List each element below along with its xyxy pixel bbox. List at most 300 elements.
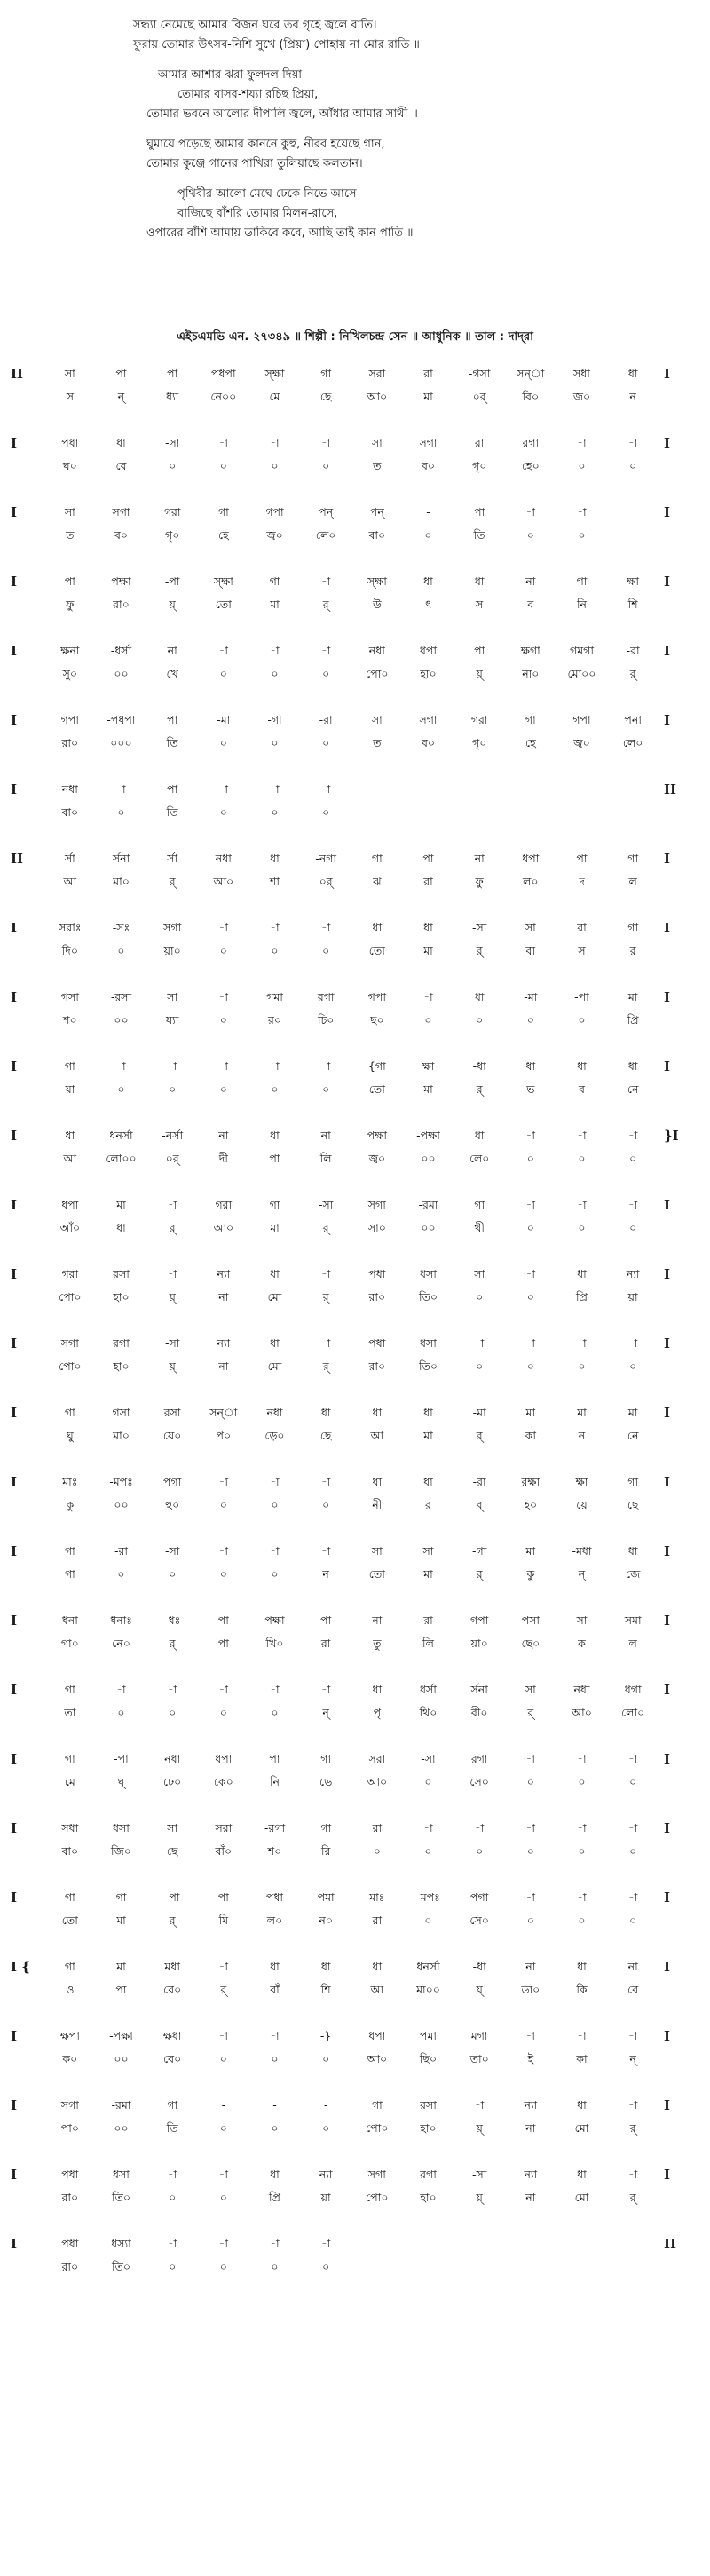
lyric-syllable: নি xyxy=(269,1775,280,1788)
lyric-syllable: ছি০ xyxy=(419,2052,438,2065)
lyric-syllable: স xyxy=(66,390,74,403)
lyric-syllable: ০ xyxy=(578,1844,586,1858)
swara-line xyxy=(44,364,659,384)
lyric-line xyxy=(44,872,659,892)
lyric-syllable: তো xyxy=(215,598,232,611)
lyric-syllable: মো xyxy=(267,1290,282,1304)
swara-note: ধপা xyxy=(215,1752,233,1765)
notation-row xyxy=(0,918,710,987)
lyric-syllable: আ xyxy=(370,1429,384,1442)
lyric-syllable: সে০ xyxy=(469,1914,489,1927)
swara-note: -সা xyxy=(421,1752,436,1765)
lyric-syllable: ০ xyxy=(271,2260,279,2273)
lyric-syllable: শ০ xyxy=(63,1013,77,1026)
row-end-barline: I xyxy=(664,643,671,659)
swara-note: গরা xyxy=(61,1267,79,1280)
lyric-syllable: তি০ xyxy=(111,2260,131,2273)
row-end-barline: I xyxy=(664,989,671,1005)
lyric-syllable: প্রি xyxy=(627,1013,639,1026)
swara-line xyxy=(44,780,659,799)
lyric-syllable: য়্ xyxy=(169,1290,176,1304)
lyric-syllable: ল০ xyxy=(266,1914,283,1927)
lyric-line xyxy=(44,1980,659,2000)
lyric-syllable: জ্ব০ xyxy=(573,736,590,749)
lyric-syllable: হে০ xyxy=(521,459,540,472)
row-start-barline: I xyxy=(11,1682,18,1698)
swara-note: গমা xyxy=(266,990,283,1003)
lyric-line xyxy=(44,941,659,961)
lyric-syllable: ক xyxy=(578,1637,586,1650)
swara-note: -া xyxy=(218,1544,228,1557)
swara-note: ক্ষনা xyxy=(60,644,80,657)
swara-note: ধা xyxy=(372,1406,383,1419)
swara-note: রা xyxy=(577,921,587,934)
lyric-syllable: ০ xyxy=(322,2052,330,2065)
swara-note: সগা xyxy=(112,505,130,519)
swara-line xyxy=(44,1542,659,1561)
lyric-syllable: বী০ xyxy=(470,1706,488,1719)
swara-note: -া xyxy=(577,1198,587,1211)
row-end-barline: I xyxy=(664,574,671,590)
swara-note: মা xyxy=(627,1406,638,1419)
swara-note: -রা xyxy=(472,1475,486,1488)
swara-note: -া xyxy=(577,505,587,519)
swara-note: পধা xyxy=(61,436,79,449)
lyric-syllable xyxy=(351,803,403,822)
row-end-barline: I xyxy=(664,1266,671,1282)
swara-note: ন্যা xyxy=(217,1336,231,1350)
lyric-syllable: ন্ xyxy=(117,390,125,403)
lyric-syllable: শা xyxy=(269,875,280,888)
lyric-syllable: মো xyxy=(267,1359,282,1373)
lyric-syllable: য়া xyxy=(320,2191,331,2204)
lyric-syllable: ০ xyxy=(476,1290,484,1304)
swara-note: স্ক্ষা xyxy=(367,575,387,588)
row-end-barline: I xyxy=(664,435,671,451)
swara-note: -মপঃ xyxy=(109,1475,133,1488)
lyric-syllable: মা০০ xyxy=(416,1983,440,1996)
lyric-syllable: মা xyxy=(423,1567,433,1581)
swara-note: গসা xyxy=(60,990,79,1003)
swara-line xyxy=(44,918,659,938)
swara-note: -মা xyxy=(472,1406,486,1419)
lyric-line xyxy=(44,2049,659,2069)
swara-note: পা xyxy=(167,782,178,796)
swara-line xyxy=(44,987,659,1007)
lyric-syllable: তি xyxy=(166,2121,178,2135)
row-start-barline: I xyxy=(11,712,18,728)
lyric-syllable: পৃ xyxy=(373,1706,382,1719)
swara-note: -া xyxy=(525,1821,535,1835)
swara-note: পা xyxy=(115,367,127,380)
row-start-barline: I xyxy=(11,1474,18,1490)
row-start-barline: I xyxy=(11,1613,18,1629)
notation-row xyxy=(0,503,710,572)
lyric-syllable: ০ xyxy=(169,2260,177,2273)
swara-note: -পা xyxy=(574,990,589,1003)
lyric-syllable: ০ xyxy=(169,459,177,472)
swara-note: রা xyxy=(423,367,433,380)
swara-note: গরা xyxy=(470,713,488,726)
lyric-syllable: ০ xyxy=(629,1844,637,1858)
lyric-syllable: ০০০ xyxy=(110,736,132,749)
swara-note: -া xyxy=(525,1129,535,1142)
lyric-syllable: ই xyxy=(527,2052,534,2065)
notation-row xyxy=(0,1057,710,1126)
swara-note: গা xyxy=(115,1890,127,1904)
swara-note xyxy=(505,780,556,799)
poem-line: তোমার ভবনে আলোর দীপালি জ্বলে, আঁধার আমার সাথী ॥ xyxy=(146,107,418,121)
lyric-syllable: ০০ xyxy=(114,1013,129,1026)
swara-note: গা xyxy=(64,1406,75,1419)
swara-note: গপা xyxy=(470,1613,489,1627)
swara-line xyxy=(44,572,659,591)
lyric-syllable: ০র্ xyxy=(165,1152,179,1165)
lyric-line xyxy=(44,1495,659,1515)
swara-line xyxy=(44,1888,659,1907)
lyric-syllable: ০ xyxy=(322,805,330,819)
row-start-barline: I xyxy=(11,2097,18,2113)
lyric-syllable: আ০ xyxy=(572,1706,592,1719)
swara-note: -গা xyxy=(267,713,282,726)
swara-note: সা xyxy=(371,436,383,449)
lyric-syllable: হা০ xyxy=(113,1290,130,1304)
lyric-syllable: ০ xyxy=(169,1082,177,1096)
lyric-syllable: ০ xyxy=(219,2052,227,2065)
lyric-syllable: য়্ xyxy=(169,1359,176,1373)
lyric-syllable: তো xyxy=(368,1567,385,1581)
swara-note xyxy=(607,780,659,799)
lyric-syllable: ব০ xyxy=(421,736,436,749)
poem-line: সন্ধ্যা নেমেছে আমার বিজন ঘরে তব গৃহে জ্বলে বাতি। xyxy=(133,19,377,32)
swara-note: নধা xyxy=(266,1406,283,1419)
swara-note: নধা xyxy=(368,644,385,657)
lyric-line xyxy=(44,1634,659,1653)
swara-note: ক্ষপা xyxy=(59,2029,80,2042)
lyric-syllable: ব xyxy=(579,1082,585,1096)
swara-note: -া xyxy=(270,1475,280,1488)
lyric-syllable: তি০ xyxy=(111,2191,131,2204)
swara-note: -মা xyxy=(524,990,538,1003)
lyric-syllable: পো০ xyxy=(366,2121,389,2135)
swara-note: ধসা xyxy=(113,2168,130,2181)
swara-note: -া xyxy=(168,2168,178,2181)
lyric-syllable: ব০ xyxy=(421,459,436,472)
swara-note: -া xyxy=(218,1683,228,1696)
swara-note: না xyxy=(320,1129,331,1142)
lyric-syllable: র০ xyxy=(267,1013,281,1026)
swara-note: গা xyxy=(474,1198,485,1211)
swara-line xyxy=(44,710,659,730)
swara-note: গা xyxy=(371,2098,383,2112)
swara-note: -সা xyxy=(164,1544,180,1557)
lyric-syllable: ০ xyxy=(526,1152,534,1165)
swara-note: গপা xyxy=(265,505,284,519)
poem-line: আমার আশার ঝরা ফুলদল দিয়া xyxy=(158,68,303,82)
notation-row xyxy=(0,780,710,849)
lyric-line xyxy=(44,1149,659,1169)
swara-note: -া xyxy=(321,1336,331,1350)
swara-note: ধা xyxy=(270,852,280,865)
lyric-syllable: স xyxy=(476,598,484,611)
lyric-syllable: গৃ০ xyxy=(165,528,180,542)
row-start-barline: I xyxy=(11,920,18,936)
lyric-syllable: ০ xyxy=(271,2121,279,2135)
swara-note: ধা xyxy=(577,2168,587,2181)
swara-note: সগা xyxy=(60,2098,79,2112)
lyric-syllable: র xyxy=(425,1498,431,1511)
lyric-syllable: ০ xyxy=(271,667,279,680)
lyric-syllable: ০ xyxy=(219,805,227,819)
swara-note: পধা xyxy=(265,1890,284,1904)
swara-line xyxy=(44,1057,659,1076)
swara-note: -া xyxy=(270,2237,280,2250)
lyric-syllable: রা xyxy=(320,1637,331,1650)
lyric-syllable: না০ xyxy=(522,667,540,680)
notation-row xyxy=(0,849,710,918)
swara-note: ধা xyxy=(577,2098,587,2112)
swara-note: -া xyxy=(525,1267,535,1280)
lyric-syllable: ন্ xyxy=(322,1706,329,1719)
row-start-barline: I xyxy=(11,781,18,797)
lyric-syllable: ত xyxy=(373,459,382,472)
poem-stanza xyxy=(0,16,710,55)
swara-note: র্সা xyxy=(64,852,75,865)
lyric-syllable: ০ xyxy=(322,2121,330,2135)
swara-note: গপা xyxy=(572,713,591,726)
lyric-syllable: তি xyxy=(473,528,485,542)
swara-note: -া xyxy=(525,1752,535,1765)
swara-note: -সা xyxy=(471,921,487,934)
swara-note: -া xyxy=(525,505,535,519)
lyric-syllable: তি xyxy=(166,736,178,749)
row-start-barline: I xyxy=(11,1890,18,1906)
notation-row xyxy=(0,1819,710,1888)
swara-note: গা xyxy=(269,575,280,588)
swara-note: -া xyxy=(577,1129,587,1142)
lyric-syllable: রা০ xyxy=(368,1290,386,1304)
swara-note: -া xyxy=(321,1267,331,1280)
lyric-syllable: নে০০ xyxy=(210,390,237,403)
poem-line: ওপারের বাঁশি আমায় ডাকিবে কবে, আছি তাই কান পাতি ॥ xyxy=(146,226,414,240)
lyric-syllable: ও xyxy=(66,1983,75,1996)
lyric-syllable: না xyxy=(525,2191,536,2204)
lyric-syllable xyxy=(607,803,659,822)
swara-note: পা xyxy=(167,713,178,726)
lyric-syllable: বা০ xyxy=(368,528,386,542)
lyric-syllable: ০ xyxy=(271,944,279,957)
swara-note: -সা xyxy=(164,436,180,449)
swara-note: ধপা xyxy=(419,644,438,657)
lyric-syllable: ০ xyxy=(271,1498,279,1511)
lyric-syllable: জে xyxy=(626,1567,641,1581)
lyric-syllable: লে০ xyxy=(622,736,643,749)
lyric-syllable: র্ xyxy=(169,875,176,888)
lyric-syllable: ন্ xyxy=(629,2052,636,2065)
lyric-syllable: রা xyxy=(423,875,433,888)
swara-note: গা xyxy=(64,1960,75,1973)
swara-note: পধা xyxy=(368,1267,386,1280)
lyric-syllable: র্ xyxy=(629,2121,636,2135)
swara-note: মাঃ xyxy=(369,1890,385,1904)
lyric-syllable: রা০ xyxy=(368,1359,386,1373)
lyric-syllable: মি xyxy=(218,1914,229,1927)
lyric-syllable: ০ xyxy=(117,944,125,957)
swara-line xyxy=(44,503,659,522)
swara-note: ধর্সা xyxy=(420,1683,437,1696)
lyric-syllable: ০ xyxy=(271,2052,279,2065)
lyric-syllable: ল xyxy=(628,1637,637,1650)
swara-note: -া xyxy=(423,990,433,1003)
lyric-line xyxy=(44,733,659,753)
swara-note: সা xyxy=(525,1683,536,1696)
poem-stanza xyxy=(0,66,710,124)
lyric-syllable: মা xyxy=(423,944,433,957)
notation-row xyxy=(0,2096,710,2165)
lyric-syllable xyxy=(505,2257,556,2277)
row-end-barline: I xyxy=(664,1751,671,1767)
swara-note: গা xyxy=(64,1890,75,1904)
swara-note: -া xyxy=(270,644,280,657)
swara-note xyxy=(556,2234,608,2254)
swara-note: -া xyxy=(628,1821,638,1835)
swara-note: পধা xyxy=(61,2168,79,2181)
swara-line xyxy=(44,2165,659,2184)
lyric-syllable: ০ xyxy=(117,805,125,819)
swara-line xyxy=(44,1334,659,1353)
swara-note: -রা xyxy=(114,1544,128,1557)
lyric-syllable: ০ xyxy=(526,1844,534,1858)
swara-note: সা xyxy=(576,1613,588,1627)
lyric-line xyxy=(44,595,659,614)
lyric-syllable: ন্ xyxy=(578,1567,586,1581)
notation-sheet xyxy=(0,364,710,2303)
notation-row xyxy=(0,710,710,780)
swara-note: না xyxy=(167,644,178,657)
row-end-barline: }I xyxy=(664,1128,679,1144)
swara-line xyxy=(44,2096,659,2115)
lyric-syllable: ফু xyxy=(66,598,75,611)
swara-note: ধা xyxy=(423,921,433,934)
lyric-syllable: আ০ xyxy=(367,2052,388,2065)
lyric-syllable: বে xyxy=(627,1983,639,1996)
lyric-syllable: র্ xyxy=(476,1567,483,1581)
lyric-syllable: সা০ xyxy=(367,1221,386,1234)
poem-line: ঘুমায়ে পড়েছে আমার কাননে কুহু, নীরব হয়েছে গান, xyxy=(146,138,385,151)
lyric-syllable: ল xyxy=(628,875,637,888)
lyric-syllable: কা xyxy=(525,1429,537,1442)
swara-note: সা xyxy=(167,990,178,1003)
row-end-barline: I xyxy=(664,851,671,867)
swara-note: না xyxy=(372,1613,383,1627)
lyric-syllable: বাঁ০ xyxy=(215,1844,233,1858)
swara-note: রা xyxy=(474,436,485,449)
swara-note: ধস্যা xyxy=(111,2237,131,2250)
swara-note: ন্যা xyxy=(524,2168,538,2181)
lyric-syllable: ০ xyxy=(322,1498,330,1511)
swara-note: রসা xyxy=(163,1406,181,1419)
notation-row xyxy=(0,1888,710,1957)
lyric-syllable: তো xyxy=(368,1082,385,1096)
lyric-syllable: রে০ xyxy=(163,1983,182,1996)
lyric-syllable: শি xyxy=(627,598,638,611)
swara-note: ধা xyxy=(577,1059,587,1073)
lyric-syllable: ধা xyxy=(116,1221,126,1234)
lyric-syllable: ০ xyxy=(117,1082,125,1096)
swara-note: পন্‌ xyxy=(369,505,384,519)
swara-note: ধা xyxy=(627,1544,638,1557)
notation-row xyxy=(0,572,710,641)
lyric-syllable: পা xyxy=(217,1637,229,1650)
lyric-syllable: য়্ xyxy=(476,1983,483,1996)
row-start-barline: I xyxy=(11,435,18,451)
lyric-syllable: ০র্ xyxy=(472,390,486,403)
swara-note: ধা xyxy=(270,1336,280,1350)
poem-lyrics xyxy=(0,16,710,254)
lyric-line xyxy=(44,1703,659,1723)
swara-note: সগা xyxy=(163,921,182,934)
swara-note: -া xyxy=(321,1475,331,1488)
notation-row xyxy=(0,433,710,503)
lyric-syllable: য়া০ xyxy=(470,1637,488,1650)
swara-note: মাঃ xyxy=(62,1475,78,1488)
lyric-syllable: ন০ xyxy=(319,1914,333,1927)
lyric-syllable: ছে xyxy=(166,1844,178,1858)
lyric-syllable: র্ xyxy=(527,1706,534,1719)
lyric-syllable: ০ xyxy=(219,736,227,749)
swara-note: -া xyxy=(168,1059,178,1073)
swara-note: সা xyxy=(371,713,383,726)
lyric-syllable xyxy=(351,2257,403,2277)
lyric-syllable: ০ xyxy=(578,1775,586,1788)
swara-note: -া xyxy=(168,1267,178,1280)
notation-row xyxy=(0,1749,710,1819)
lyric-syllable: স xyxy=(578,944,586,957)
swara-note: মা xyxy=(525,1406,536,1419)
lyric-syllable: ০০ xyxy=(421,1221,436,1234)
swara-note: -পা xyxy=(114,1752,129,1765)
swara-note: -নর্সা xyxy=(162,1129,184,1142)
swara-note: -া xyxy=(218,1960,228,1973)
lyric-line xyxy=(44,1772,659,1792)
lyric-syllable: র্ xyxy=(220,1983,227,1996)
swara-note: গপা xyxy=(367,990,386,1003)
lyric-syllable xyxy=(607,526,659,545)
swara-note: -ধঃ xyxy=(164,1613,181,1627)
swara-note: ধা xyxy=(372,1683,383,1696)
swara-note: মা xyxy=(627,990,638,1003)
lyric-syllable: কি xyxy=(576,1983,588,1996)
swara-note: ধা xyxy=(372,1960,383,1973)
lyric-syllable: না xyxy=(218,1290,229,1304)
swara-note: সগা xyxy=(60,1336,79,1350)
swara-note: -সা xyxy=(318,1198,334,1211)
swara-note: -া xyxy=(475,1821,485,1835)
lyric-syllable: পা০ xyxy=(60,2121,79,2135)
swara-note: গরা xyxy=(163,505,181,519)
swara-note: পা xyxy=(217,1890,229,1904)
lyric-syllable: য়্ xyxy=(169,598,176,611)
swara-note: -া xyxy=(321,921,331,934)
lyric-syllable: আ০ xyxy=(213,875,234,888)
row-end-barline: I xyxy=(664,366,671,382)
lyric-syllable: হা০ xyxy=(420,667,437,680)
swara-note xyxy=(607,503,659,522)
swara-note: পগা xyxy=(470,1890,489,1904)
notation-row xyxy=(0,2165,710,2234)
swara-note: পগা xyxy=(163,1475,182,1488)
swara-note: {গা xyxy=(367,1059,386,1073)
